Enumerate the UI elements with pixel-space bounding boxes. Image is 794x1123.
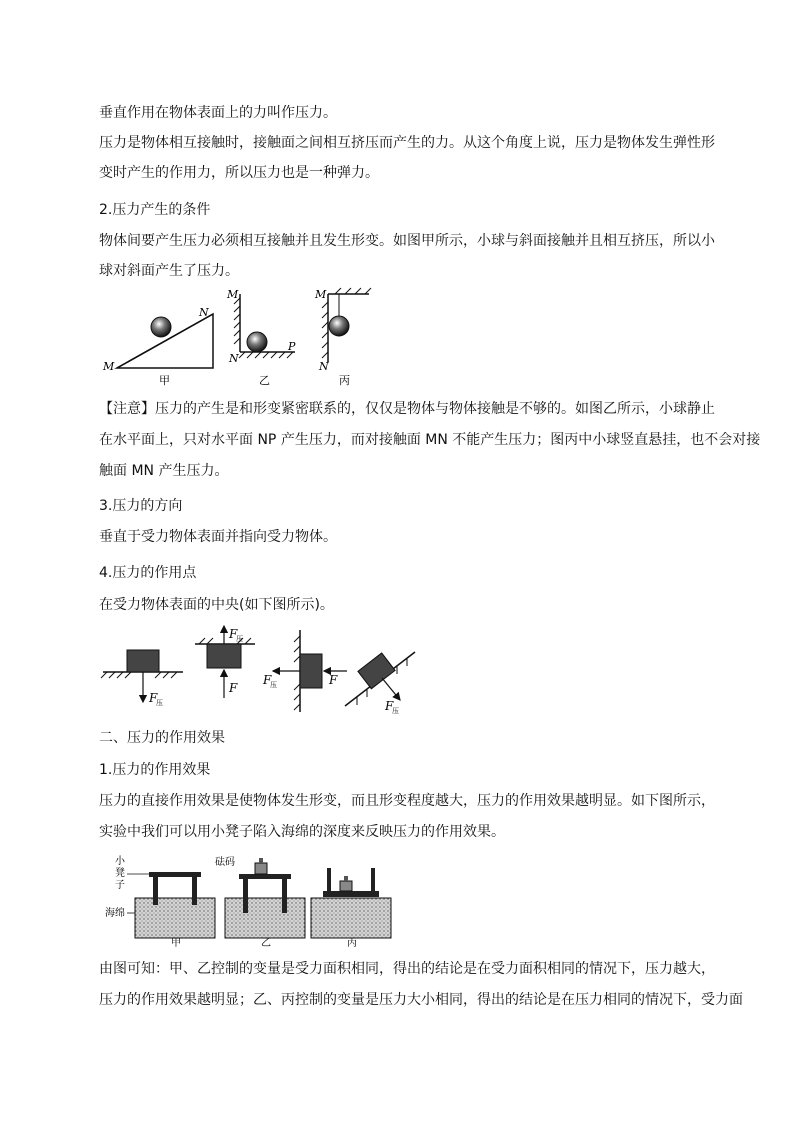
paragraph-point: 在受力物体表面的中央(如下图所示)。	[99, 597, 334, 613]
paragraph-conclusion-2: 压力的作用效果越明显；乙、丙控制的变量是压力大小相同，得出的结论是在压力相同的情况下，受力面	[99, 992, 743, 1008]
force-sub-4: 压	[392, 707, 399, 715]
label-yi: 乙	[259, 374, 270, 387]
stool-seat-yi	[239, 874, 291, 879]
label-p-yi: P	[288, 340, 296, 353]
ball-bing	[329, 316, 349, 336]
paragraph-effect-2: 实验中我们可以用小凳子陷入海绵的深度来反映压力的作用效果。	[99, 824, 505, 840]
label-stool-3: 子	[115, 880, 125, 891]
force-label-3b: F	[329, 673, 338, 687]
label-m-bing: M	[315, 288, 327, 301]
force-label-2: F	[229, 627, 238, 641]
heading-point: 4.压力的作用点	[99, 565, 197, 581]
weight-bing	[340, 881, 352, 891]
sponge-yi	[225, 898, 305, 938]
figure-pressure-point	[95, 622, 425, 718]
label-bing: 丙	[347, 938, 357, 949]
label-bing: 丙	[339, 374, 350, 387]
label-sponge: 海绵	[105, 908, 125, 919]
label-weight: 砝码	[215, 857, 235, 868]
force-label-4: F	[385, 699, 394, 713]
label-stool-2: 凳	[115, 868, 125, 879]
paragraph-pressure-origin-2: 变时产生的作用力，所以压力也是一种弹力。	[99, 165, 379, 181]
force-label-1: F	[149, 691, 158, 705]
label-n-yi: N	[229, 352, 239, 365]
label-n-bing: N	[319, 360, 329, 373]
ball-yi	[247, 332, 267, 352]
note-line-1: 【注意】压力的产生是和形变紧密联系的，仅仅是物体与物体接触是不够的。如图乙所示，小球静止	[99, 401, 715, 417]
paragraph-definition: 垂直作用在物体表面上的力叫作压力。	[99, 105, 337, 121]
block-2	[207, 644, 241, 668]
sponge-bing	[311, 898, 391, 938]
stool-seat-jia	[149, 872, 201, 877]
block-3	[300, 654, 322, 688]
block-4	[358, 653, 395, 689]
label-m-yi: M	[227, 288, 239, 301]
force-sub-3: 压	[270, 681, 277, 689]
stool-seat-bing	[323, 891, 379, 897]
figure-ball-contact	[95, 286, 385, 390]
paragraph-pressure-origin-1: 压力是物体相互接触时，接触面之间相互挤压而产生的力。从这个角度上说，压力是物体发生弹性形	[99, 135, 715, 151]
note-line-2: 在水平面上，只对水平面 NP 产生压力，而对接触面 MN 不能产生压力；图丙中小球竖直悬挂，也不会对接	[99, 432, 761, 448]
label-yi: 乙	[261, 938, 271, 949]
block-1	[127, 650, 159, 672]
force-sub-2: 压	[236, 635, 243, 643]
label-stool-1: 小	[115, 856, 125, 867]
heading-direction: 3.压力的方向	[99, 498, 183, 514]
label-jia: 甲	[171, 938, 181, 949]
label-jia: 甲	[159, 374, 170, 387]
paragraph-conditions-2: 球对斜面产生了压力。	[99, 263, 239, 279]
heading-conditions: 2.压力产生的条件	[99, 202, 211, 218]
paragraph-effect-1: 压力的直接作用效果是使物体发生形变，而且形变程度越大，压力的作用效果越明显。如下图所示，	[99, 793, 715, 809]
heading-effect: 1.压力的作用效果	[99, 762, 211, 778]
paragraph-conditions-1: 物体间要产生压力必须相互接触并且发生形变。如图甲所示，小球与斜面接触并且相互挤压，所以小	[99, 233, 715, 249]
force-sub-1: 压	[156, 699, 163, 707]
sponge-jia	[135, 898, 215, 938]
ball-jia	[151, 317, 171, 337]
figure-stool-sponge	[95, 850, 405, 950]
label-m-jia: M	[103, 360, 115, 373]
force-label-3: F	[263, 673, 272, 687]
note-line-3: 触面 MN 产生压力。	[99, 463, 229, 479]
paragraph-conclusion-1: 由图可知：甲、乙控制的变量是受力面积相同，得出的结论是在受力面积相同的情况下，压力越大，	[99, 961, 715, 977]
heading-section-2: 二、压力的作用效果	[99, 730, 225, 746]
paragraph-direction: 垂直于受力物体表面并指向受力物体。	[99, 529, 337, 545]
weight-yi	[255, 863, 267, 874]
force-label-2b: F	[229, 681, 238, 695]
label-n-jia: N	[199, 306, 209, 319]
